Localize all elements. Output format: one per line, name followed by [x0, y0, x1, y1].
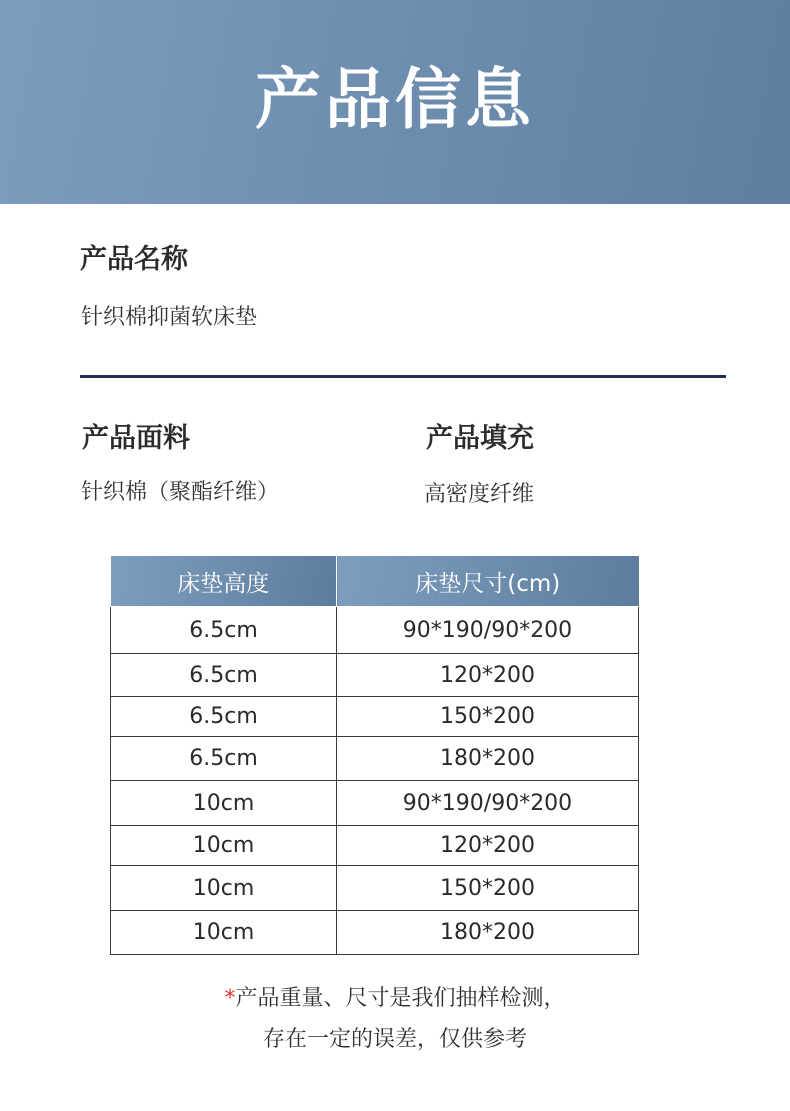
size-cell: 180*200 [337, 911, 639, 955]
size-cell: 150*200 [337, 697, 639, 737]
size-cell: 90*190/90*200 [337, 781, 639, 826]
fabric-value: 针织棉（聚酯纤维） [81, 480, 280, 505]
height-cell: 10cm [111, 866, 337, 911]
product-name-label: 产品名称 [80, 244, 188, 275]
height-cell: 6.5cm [111, 697, 337, 737]
header-banner [0, 0, 790, 204]
disclaimer-line-1 [0, 988, 790, 1010]
size-cell: 150*200 [337, 866, 639, 911]
height-cell: 10cm [111, 826, 337, 866]
filling-label: 产品填充 [426, 423, 534, 454]
table-row [111, 866, 639, 911]
table-row [111, 826, 639, 866]
product-name-value: 针织棉抑菌软床垫 [81, 305, 258, 330]
size-column-header: 床垫尺寸(cm) [337, 556, 639, 607]
fabric-label: 产品面料 [82, 423, 190, 454]
table-row [111, 781, 639, 826]
table-header-row [111, 556, 639, 607]
size-cell: 180*200 [337, 737, 639, 781]
size-cell: 120*200 [337, 654, 639, 697]
section-divider [80, 375, 726, 378]
size-cell: 120*200 [337, 826, 639, 866]
disclaimer-line-2: 存在一定的误差，仅供参考 [262, 1027, 527, 1052]
disclaimer-asterisk: * [224, 986, 236, 1011]
table-row [111, 737, 639, 781]
disclaimer-text-1: 产品重量、尺寸是我们抽样检测， [235, 986, 566, 1011]
size-cell: 90*190/90*200 [337, 607, 639, 654]
table-row [111, 654, 639, 697]
height-cell: 6.5cm [111, 607, 337, 654]
height-column-header: 床垫高度 [111, 556, 337, 607]
size-table [110, 556, 639, 955]
height-cell: 10cm [111, 781, 337, 826]
height-cell: 10cm [111, 911, 337, 955]
filling-value: 高密度纤维 [424, 482, 535, 507]
height-cell: 6.5cm [111, 654, 337, 697]
table-row [111, 911, 639, 955]
table-row [111, 697, 639, 737]
height-cell: 6.5cm [111, 737, 337, 781]
table-row [111, 607, 639, 654]
page-title: 产品信息 [255, 61, 535, 138]
